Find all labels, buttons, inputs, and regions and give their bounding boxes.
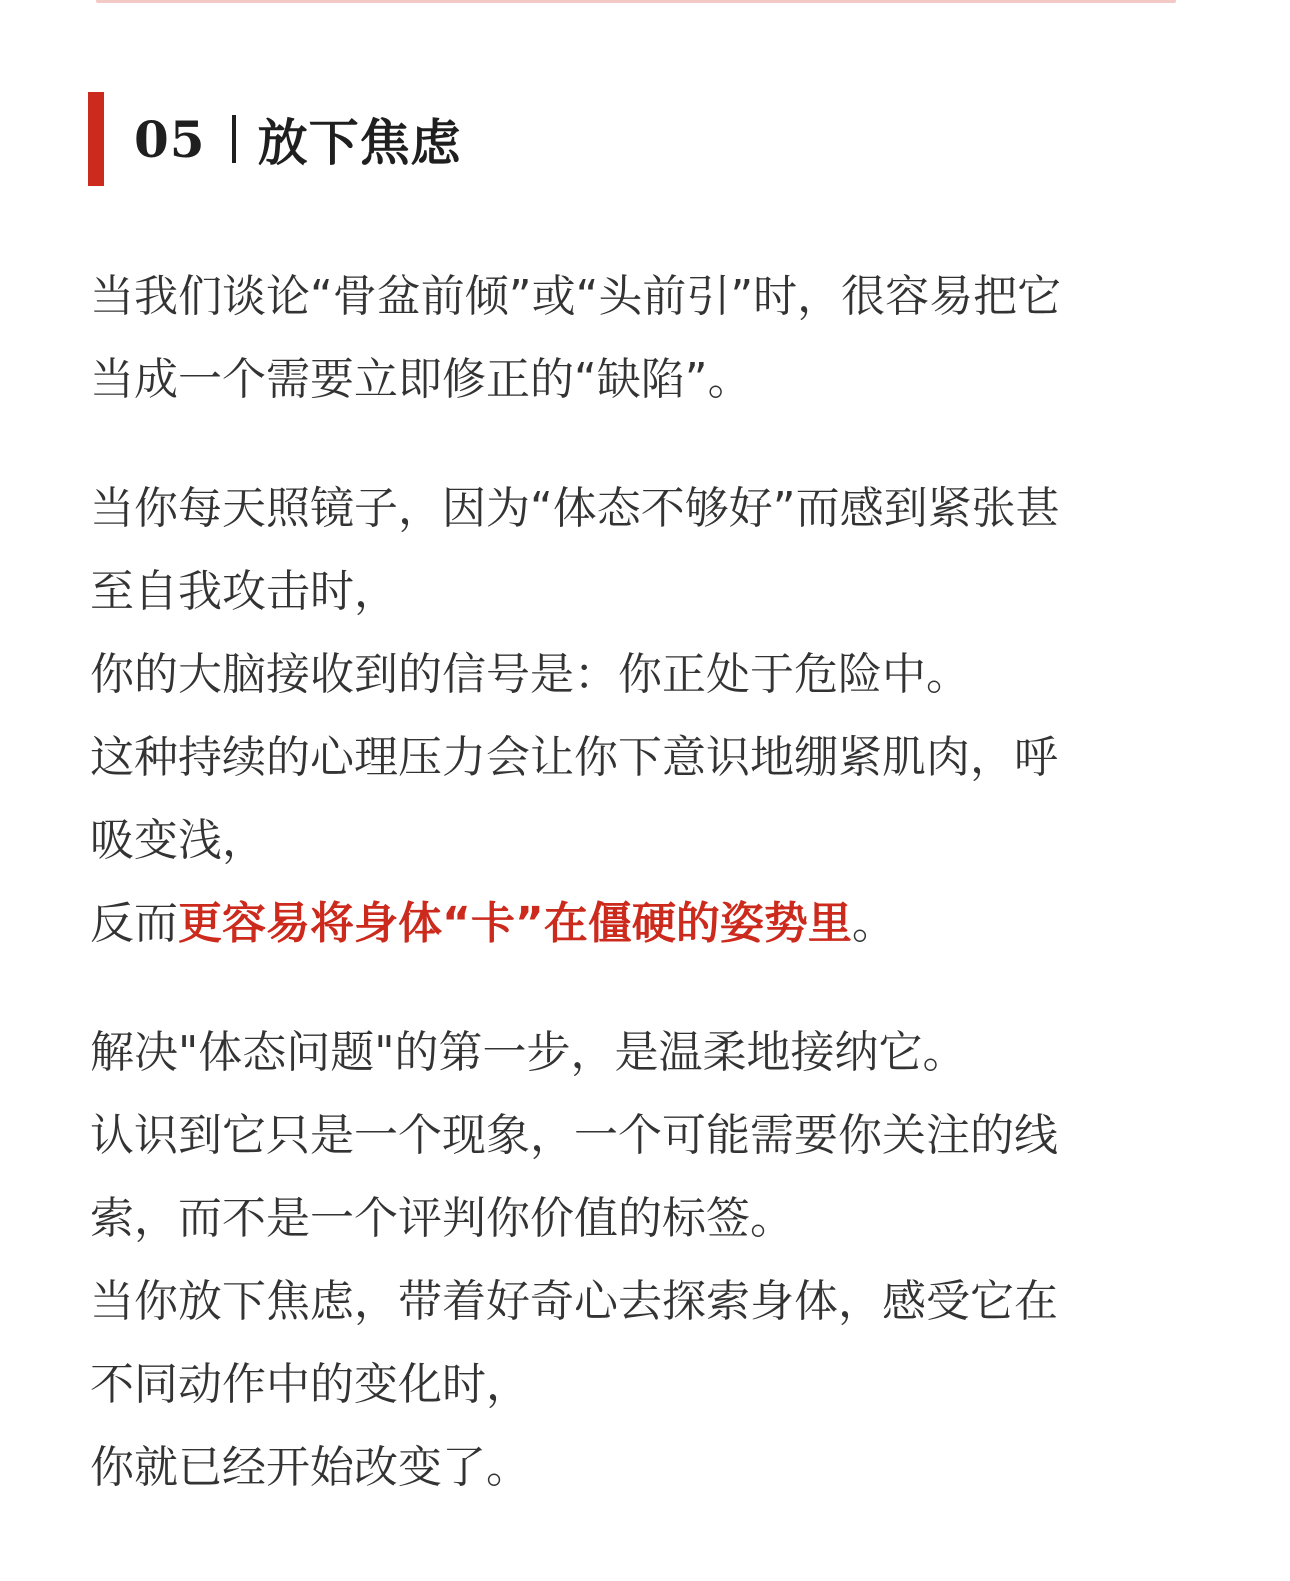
paragraph-line: 当我们谈论“骨盆前倾”或“头前引”时，很容易把它 <box>90 271 1062 322</box>
section-number: 05 <box>134 109 206 169</box>
top-divider <box>96 0 1176 3</box>
section-title <box>134 103 462 175</box>
line-suffix: 。 <box>851 898 896 949</box>
title-divider <box>232 115 236 163</box>
paragraph-line: 认识到它只是一个现象，一个可能需要你关注的线 <box>90 1110 1058 1161</box>
paragraph-gap <box>90 965 1190 1011</box>
highlighted-text: 更容易将身体“卡”在僵硬的姿势里 <box>178 898 852 949</box>
paragraph-3 <box>90 1011 1190 1509</box>
paragraph-line-highlighted <box>90 882 1190 965</box>
paragraph-line: 当成一个需要立即修正的“缺陷”。 <box>90 354 752 405</box>
paragraph-line: 吸变浅， <box>90 815 266 866</box>
paragraph-line: 解决"体态问题"的第一步，是温柔地接纳它。 <box>90 1027 967 1078</box>
paragraph-line: 不同动作中的变化时， <box>90 1359 530 1410</box>
paragraph-line: 索，而不是一个评判你价值的标签。 <box>90 1193 794 1244</box>
section-title-text: 放下焦虑 <box>257 114 462 172</box>
paragraph-line: 当你放下焦虑，带着好奇心去探索身体，感受它在 <box>90 1276 1058 1327</box>
section-header <box>88 92 462 186</box>
paragraph-line: 你的大脑接收到的信号是：你正处于危险中。 <box>90 649 970 700</box>
paragraph-line: 你就已经开始改变了。 <box>90 1442 530 1493</box>
paragraph-2 <box>90 467 1190 965</box>
paragraph-line: 至自我攻击时， <box>90 566 398 617</box>
accent-bar <box>88 92 104 186</box>
line-prefix: 反而 <box>90 898 178 949</box>
paragraph-gap <box>90 421 1190 467</box>
paragraph-line: 当你每天照镜子，因为“体态不够好”而感到紧张甚 <box>90 483 1060 534</box>
article-body <box>90 255 1190 1509</box>
paragraph-line: 这种持续的心理压力会让你下意识地绷紧肌肉，呼 <box>90 732 1058 783</box>
paragraph-1 <box>90 255 1190 421</box>
